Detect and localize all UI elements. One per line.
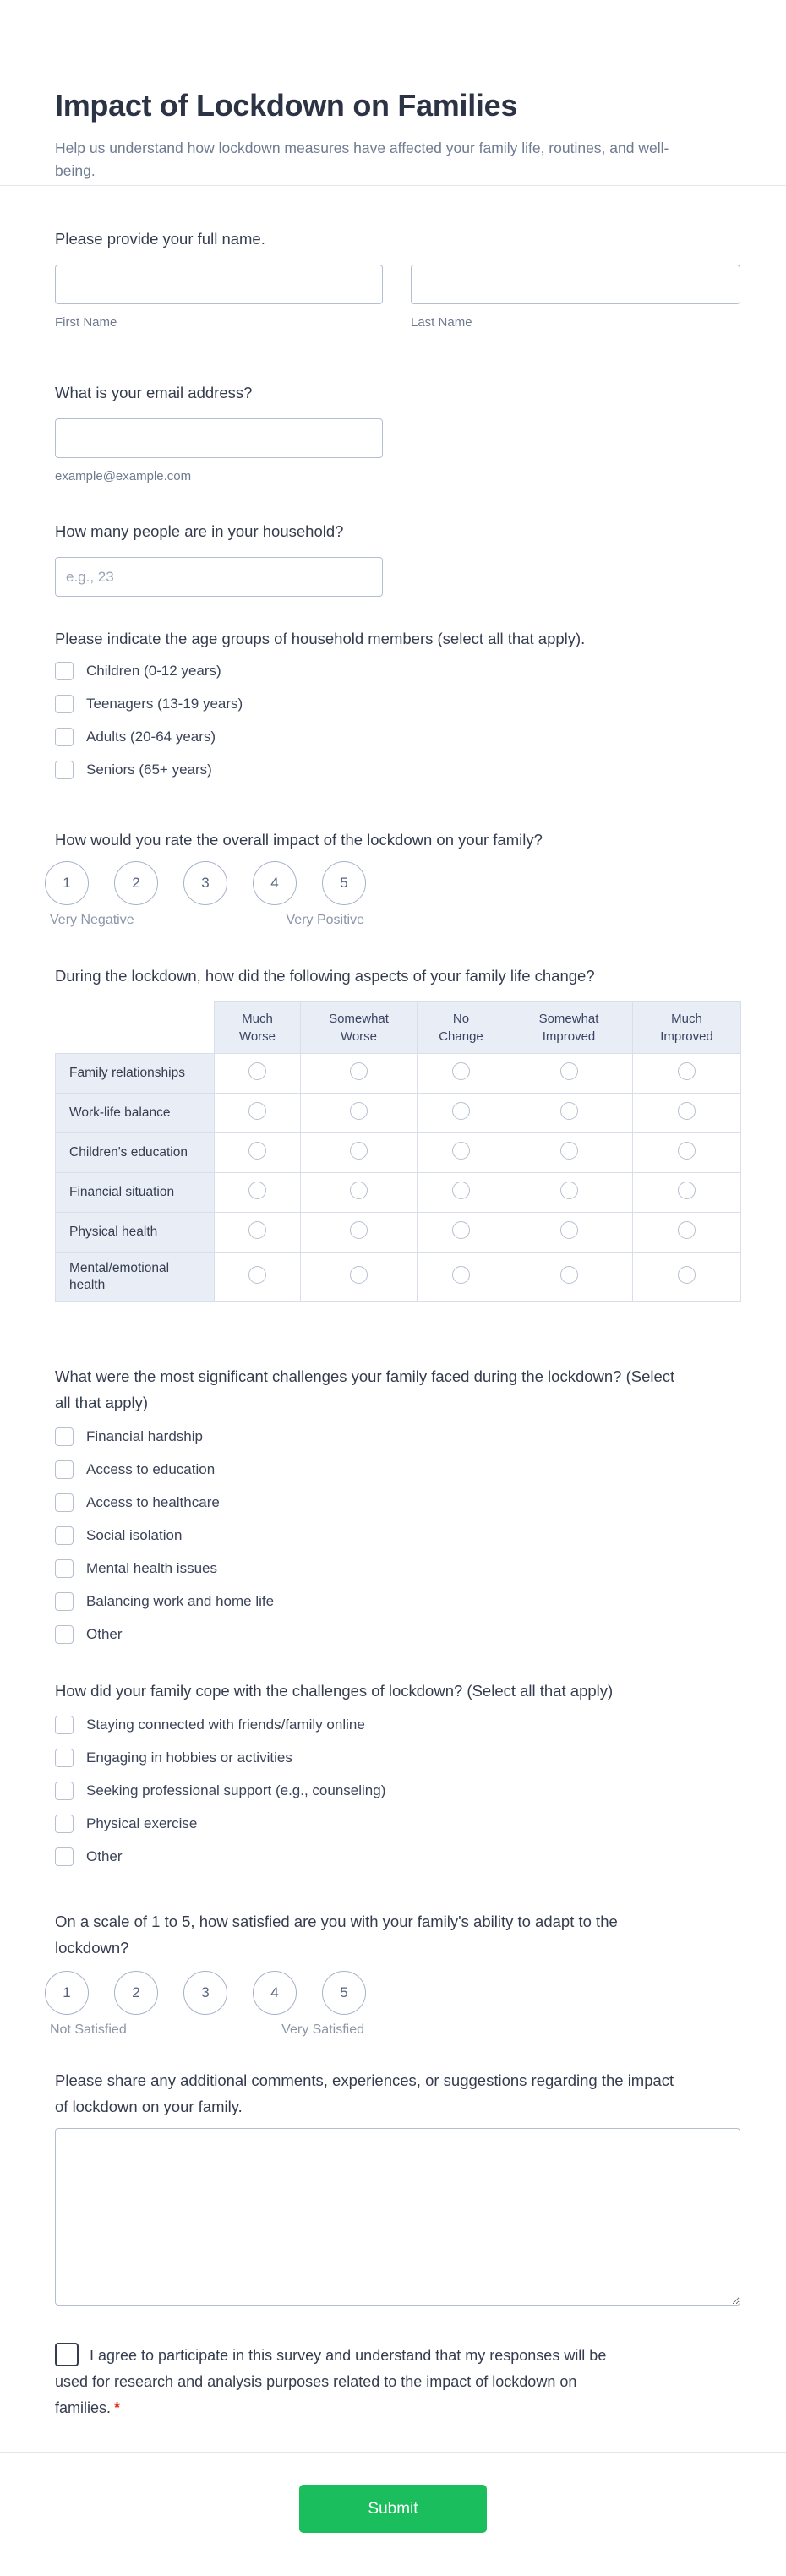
matrix-cell[interactable] xyxy=(633,1253,741,1302)
radio-icon[interactable] xyxy=(678,1221,696,1239)
radio-icon[interactable] xyxy=(452,1062,470,1080)
checkbox-option-mental-health[interactable]: Mental health issues xyxy=(55,1559,740,1578)
matrix-cell[interactable] xyxy=(633,1094,741,1133)
question-satisfaction xyxy=(50,1908,740,2038)
checkbox-option-social-isolation[interactable]: Social isolation xyxy=(55,1526,740,1545)
scale-option-1[interactable]: 1 xyxy=(45,1971,89,2015)
radio-icon[interactable] xyxy=(248,1266,266,1284)
matrix-row-header: Work-life balance xyxy=(56,1094,215,1133)
scale-option-1[interactable]: 1 xyxy=(45,861,89,905)
matrix-col-header: Much Worse xyxy=(215,1002,301,1054)
radio-icon[interactable] xyxy=(248,1062,266,1080)
radio-icon[interactable] xyxy=(248,1221,266,1239)
matrix-cell[interactable] xyxy=(301,1094,418,1133)
radio-icon[interactable] xyxy=(350,1102,368,1120)
radio-icon[interactable] xyxy=(560,1142,578,1160)
checkbox-icon[interactable] xyxy=(55,761,74,779)
question-label: Please provide your full name. xyxy=(55,230,265,248)
question-challenges xyxy=(55,1363,740,1644)
scale-option-4[interactable]: 4 xyxy=(253,1971,297,2015)
checkbox-option-teenagers[interactable]: Teenagers (13-19 years) xyxy=(55,695,740,713)
scale-option-5[interactable]: 5 xyxy=(322,861,366,905)
matrix-cell[interactable] xyxy=(505,1213,633,1253)
matrix-row-header: Children's education xyxy=(56,1133,215,1173)
checkbox-icon[interactable] xyxy=(55,1460,74,1479)
question-label: What were the most significant challenges your family faced during the lockdown? (Select all that apply) xyxy=(55,1367,675,1411)
first-name-sublabel: First Name xyxy=(55,315,117,330)
checkbox-option-physical-exercise[interactable]: Physical exercise xyxy=(55,1815,740,1833)
checkbox-option-financial-hardship[interactable]: Financial hardship xyxy=(55,1427,740,1446)
satisfaction-scale xyxy=(45,1971,740,2015)
matrix-cell[interactable] xyxy=(301,1054,418,1094)
scale-option-2[interactable]: 2 xyxy=(114,1971,158,2015)
radio-icon[interactable] xyxy=(452,1102,470,1120)
radio-icon[interactable] xyxy=(350,1266,368,1284)
matrix-cell[interactable] xyxy=(505,1133,633,1173)
radio-icon[interactable] xyxy=(248,1182,266,1199)
radio-icon[interactable] xyxy=(452,1221,470,1239)
email-sublabel: example@example.com xyxy=(55,469,192,483)
checkbox-icon[interactable] xyxy=(55,1526,74,1545)
question-label: Please share any additional comments, experiences, or suggestions regarding the impact of lockdown on your family. xyxy=(55,2071,674,2115)
matrix-cell[interactable] xyxy=(418,1173,505,1213)
radio-icon[interactable] xyxy=(560,1182,578,1199)
checkbox-icon[interactable] xyxy=(55,1427,74,1446)
radio-icon[interactable] xyxy=(678,1182,696,1199)
radio-icon[interactable] xyxy=(678,1266,696,1284)
radio-icon[interactable] xyxy=(452,1142,470,1160)
scale-max-label: Very Positive xyxy=(286,913,364,927)
required-asterisk: * xyxy=(114,2399,121,2416)
matrix-cell[interactable] xyxy=(505,1054,633,1094)
question-label: How would you rate the overall impact of the lockdown on your family? xyxy=(55,831,543,849)
form-body xyxy=(0,228,786,2421)
question-age-groups xyxy=(55,628,740,779)
matrix-row-header: Family relationships xyxy=(56,1054,215,1094)
household-size-input[interactable] xyxy=(55,557,383,597)
radio-icon[interactable] xyxy=(248,1142,266,1160)
matrix-corner-cell xyxy=(56,1002,215,1054)
checkbox-icon[interactable] xyxy=(55,1716,74,1734)
checkbox-option-balancing-work-home[interactable]: Balancing work and home life xyxy=(55,1592,740,1611)
form-header xyxy=(0,0,786,186)
scale-option-3[interactable]: 3 xyxy=(183,1971,227,2015)
matrix-cell[interactable] xyxy=(215,1133,301,1173)
matrix-cell[interactable] xyxy=(633,1173,741,1213)
matrix-cell[interactable] xyxy=(505,1253,633,1302)
submit-button[interactable]: Submit xyxy=(299,2485,487,2533)
agreement-text: I agree to participate in this survey and understand that my responses will be used for research and analysis purposes related to the impact of lockdown on families. xyxy=(55,2347,607,2416)
impact-scale xyxy=(45,861,740,905)
radio-icon[interactable] xyxy=(350,1062,368,1080)
checkbox-option-other[interactable]: Other xyxy=(55,1847,740,1866)
matrix-cell[interactable] xyxy=(633,1133,741,1173)
scale-min-label: Not Satisfied xyxy=(50,2022,127,2037)
checkbox-option-children[interactable]: Children (0-12 years) xyxy=(55,662,740,680)
matrix-cell[interactable] xyxy=(633,1213,741,1253)
question-label: Please indicate the age groups of household members (select all that apply). xyxy=(55,630,586,647)
checkbox-option-adults[interactable]: Adults (20-64 years) xyxy=(55,728,740,746)
question-label: During the lockdown, how did the following aspects of your family life change? xyxy=(55,967,595,985)
scale-min-label: Very Negative xyxy=(50,913,134,927)
matrix-cell[interactable] xyxy=(418,1213,505,1253)
checkbox-icon[interactable] xyxy=(55,662,74,680)
checkbox-option-other[interactable]: Other xyxy=(55,1625,740,1644)
checkbox-icon[interactable] xyxy=(55,1559,74,1578)
question-full-name xyxy=(55,228,740,330)
radio-icon[interactable] xyxy=(350,1182,368,1199)
matrix-row-header: Mental/emotional health xyxy=(56,1253,215,1302)
checkbox-option-professional-support[interactable]: Seeking professional support (e.g., counseling) xyxy=(55,1782,740,1800)
matrix-cell[interactable] xyxy=(215,1173,301,1213)
page-subtitle: Help us understand how lockdown measures have affected your family life, routines, and well-being. xyxy=(55,139,669,179)
matrix-row-header: Physical health xyxy=(56,1213,215,1253)
comments-textarea[interactable] xyxy=(55,2128,740,2306)
matrix-table xyxy=(55,1001,741,1302)
matrix-cell[interactable] xyxy=(301,1253,418,1302)
question-label: On a scale of 1 to 5, how satisfied are you with your family's ability to adapt to the lockdown? xyxy=(55,1913,618,1957)
matrix-col-header: Somewhat Worse xyxy=(301,1002,418,1054)
radio-icon[interactable] xyxy=(678,1062,696,1080)
first-name-input[interactable] xyxy=(55,265,383,304)
checkbox-icon[interactable] xyxy=(55,1625,74,1644)
radio-icon[interactable] xyxy=(452,1182,470,1199)
question-coping xyxy=(55,1678,740,1866)
matrix-col-header: No Change xyxy=(418,1002,505,1054)
radio-icon[interactable] xyxy=(560,1266,578,1284)
matrix-row-header: Financial situation xyxy=(56,1173,215,1213)
agreement-checkbox[interactable] xyxy=(55,2343,79,2366)
email-input[interactable] xyxy=(55,418,383,458)
radio-icon[interactable] xyxy=(678,1142,696,1160)
last-name-sublabel: Last Name xyxy=(411,315,472,330)
page-title: Impact of Lockdown on Families xyxy=(55,88,518,123)
question-household-size xyxy=(55,521,740,597)
matrix-cell[interactable] xyxy=(301,1133,418,1173)
checkbox-icon[interactable] xyxy=(55,1493,74,1512)
matrix-col-header: Somewhat Improved xyxy=(505,1002,633,1054)
checkbox-icon[interactable] xyxy=(55,728,74,746)
scale-option-3[interactable]: 3 xyxy=(183,861,227,905)
matrix-cell[interactable] xyxy=(418,1094,505,1133)
matrix-cell[interactable] xyxy=(301,1213,418,1253)
matrix-cell[interactable] xyxy=(215,1094,301,1133)
radio-icon[interactable] xyxy=(560,1102,578,1120)
checkbox-option-access-healthcare[interactable]: Access to healthcare xyxy=(55,1493,740,1512)
radio-icon[interactable] xyxy=(452,1266,470,1284)
matrix-cell[interactable] xyxy=(215,1253,301,1302)
matrix-cell[interactable] xyxy=(418,1253,505,1302)
checkbox-option-staying-connected[interactable]: Staying connected with friends/family online xyxy=(55,1716,740,1734)
matrix-cell[interactable] xyxy=(418,1054,505,1094)
checkbox-icon[interactable] xyxy=(55,695,74,713)
checkbox-icon[interactable] xyxy=(55,1815,74,1833)
scale-option-2[interactable]: 2 xyxy=(114,861,158,905)
checkbox-icon[interactable] xyxy=(55,1782,74,1800)
last-name-input[interactable] xyxy=(411,265,740,304)
matrix-cell[interactable] xyxy=(505,1173,633,1213)
question-comments xyxy=(55,2067,740,2306)
matrix-cell[interactable] xyxy=(215,1213,301,1253)
matrix-col-header: Much Improved xyxy=(633,1002,741,1054)
matrix-cell[interactable] xyxy=(301,1173,418,1213)
checkbox-option-hobbies[interactable]: Engaging in hobbies or activities xyxy=(55,1749,740,1767)
checkbox-option-seniors[interactable]: Seniors (65+ years) xyxy=(55,761,740,779)
scale-max-label: Very Satisfied xyxy=(281,2022,364,2037)
question-label: What is your email address? xyxy=(55,384,253,401)
submit-area xyxy=(0,2453,786,2575)
checkbox-option-access-education[interactable]: Access to education xyxy=(55,1460,740,1479)
radio-icon[interactable] xyxy=(560,1062,578,1080)
radio-icon[interactable] xyxy=(248,1102,266,1120)
radio-icon[interactable] xyxy=(350,1142,368,1160)
checkbox-icon[interactable] xyxy=(55,1592,74,1611)
question-label: How many people are in your household? xyxy=(55,522,344,540)
checkbox-icon[interactable] xyxy=(55,1749,74,1767)
scale-option-4[interactable]: 4 xyxy=(253,861,297,905)
checkbox-icon[interactable] xyxy=(55,1847,74,1866)
radio-icon[interactable] xyxy=(560,1221,578,1239)
matrix-cell[interactable] xyxy=(633,1054,741,1094)
question-email xyxy=(55,382,740,483)
matrix-cell[interactable] xyxy=(215,1054,301,1094)
scale-option-5[interactable]: 5 xyxy=(322,1971,366,2015)
agreement-block xyxy=(55,2343,630,2421)
matrix-cell[interactable] xyxy=(418,1133,505,1173)
question-overall-impact xyxy=(50,829,740,928)
radio-icon[interactable] xyxy=(350,1221,368,1239)
matrix-cell[interactable] xyxy=(505,1094,633,1133)
question-life-change-matrix xyxy=(55,965,740,1302)
radio-icon[interactable] xyxy=(678,1102,696,1120)
question-label: How did your family cope with the challenges of lockdown? (Select all that apply) xyxy=(55,1682,614,1700)
